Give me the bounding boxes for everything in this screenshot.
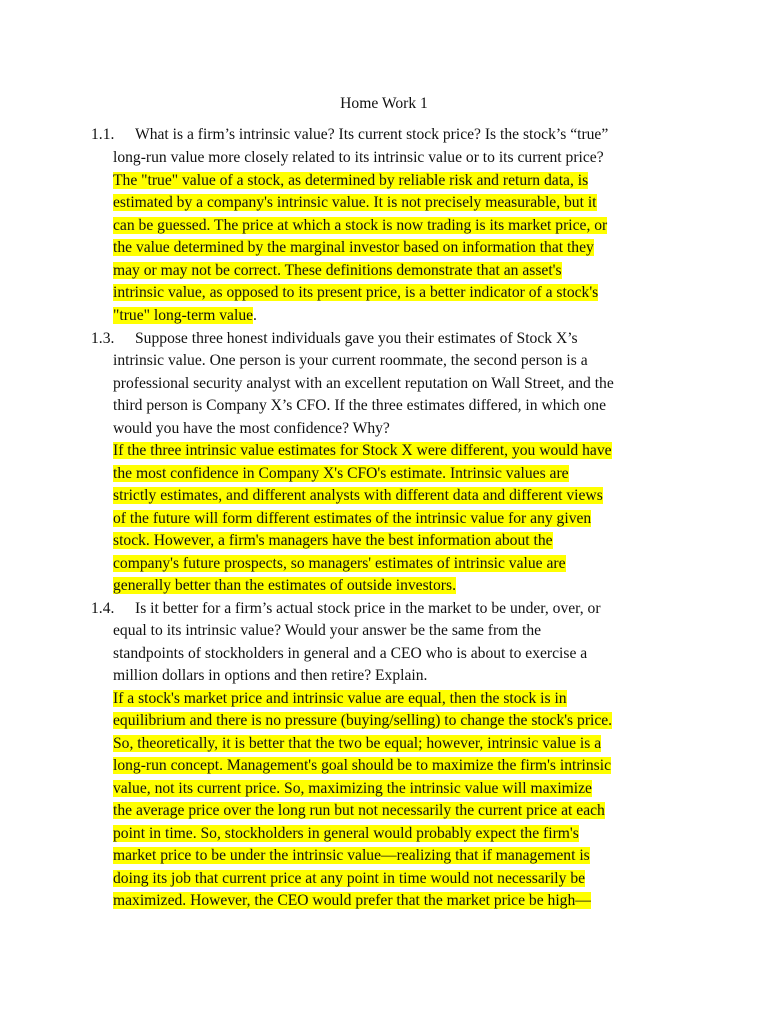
answer-line: [113, 733, 601, 756]
answer-line: [113, 845, 590, 868]
question-text-line: What is a firm’s intrinsic value? Its current stock price? Is the stock’s “true”: [135, 126, 609, 143]
answer-line: [113, 890, 591, 913]
answer-line: [113, 485, 603, 508]
question-number: 1.4.: [91, 600, 115, 617]
highlighted-answer-text: So, theoretically, it is better that the two be equal; however, intrinsic value is a: [113, 735, 602, 752]
highlighted-answer-text: may or may not be correct. These definitions demonstrate that an asset's: [113, 262, 562, 279]
question-number: 1.3.: [91, 330, 115, 347]
highlighted-answer-text: "true" long-term value: [113, 307, 254, 324]
answer-line: [113, 778, 592, 801]
highlighted-answer-text: generally better than the estimates of outside investors.: [113, 577, 456, 594]
highlighted-answer-text: the average price over the long run but not necessarily the current price at each: [113, 802, 605, 819]
answer-line: [113, 282, 598, 305]
highlighted-answer-text: The "true" value of a stock, as determined by reliable risk and return data, is: [113, 172, 589, 189]
highlighted-answer-text: stock. However, a firm's managers have the best information about the: [113, 532, 553, 549]
highlighted-answer-text: intrinsic value, as opposed to its present price, is a better indicator of a stock's: [113, 284, 599, 301]
question-text-line: Is it better for a firm’s actual stock price in the market to be under, over, or: [135, 600, 601, 617]
answer-line: [113, 440, 612, 463]
question-text-line: would you have the most confidence? Why?: [113, 420, 390, 437]
answer-line: [113, 868, 585, 891]
answer-line: [113, 553, 566, 576]
answer-line: [113, 215, 607, 238]
answer-line: [113, 575, 456, 598]
answer-line: [113, 688, 567, 711]
highlighted-answer-text: the most confidence in Company X's CFO's estimate. Intrinsic values are: [113, 465, 569, 482]
question-text-line: standpoints of stockholders in general and a CEO who is about to exercise a: [113, 645, 588, 662]
question-text-line: Suppose three honest individuals gave you their estimates of Stock X’s: [135, 330, 578, 347]
question-text-line: long-run value more closely related to its intrinsic value or to its current price?: [113, 149, 604, 166]
highlighted-answer-text: strictly estimates, and different analysts with different data and different views: [113, 487, 603, 504]
answer-line: [113, 170, 588, 193]
highlighted-answer-text: maximized. However, the CEO would prefer that the market price be high—: [113, 892, 591, 909]
highlighted-answer-text: If the three intrinsic value estimates for Stock X were different, you would have: [113, 442, 612, 459]
highlighted-answer-text: long-run concept. Management's goal should be to maximize the firm's intrinsic: [113, 757, 612, 774]
highlighted-answer-text: value, not its current price. So, maximizing the intrinsic value will maximize: [113, 780, 592, 797]
answer-line: [113, 237, 594, 260]
highlighted-answer-text: doing its job that current price at any point in time would not necessarily be: [113, 870, 586, 887]
question-text-line: intrinsic value. One person is your current roommate, the second person is a: [113, 352, 588, 369]
answer-line: [113, 508, 591, 531]
highlighted-answer-text: point in time. So, stockholders in general would probably expect the firm's: [113, 825, 579, 842]
highlighted-answer-text: company's future prospects, so managers' estimates of intrinsic value are: [113, 555, 566, 572]
answer-tail: .: [253, 307, 257, 324]
page-title: Home Work 1: [340, 95, 428, 112]
answer-line: [113, 305, 257, 328]
highlighted-answer-text: the value determined by the marginal investor based on information that they: [113, 239, 594, 256]
answer-line: [113, 192, 597, 215]
highlighted-answer-text: can be guessed. The price at which a stock is now trading is its market price, or: [113, 217, 608, 234]
answer-line: [113, 260, 562, 283]
answer-line: [113, 463, 569, 486]
highlighted-answer-text: market price to be under the intrinsic value—realizing that if management is: [113, 847, 590, 864]
answer-line: [113, 530, 553, 553]
question-text-line: million dollars in options and then retire? Explain.: [113, 667, 428, 684]
highlighted-answer-text: estimated by a company's intrinsic value. It is not precisely measurable, but it: [113, 194, 597, 211]
question-number: 1.1.: [91, 126, 115, 143]
answer-line: [113, 823, 579, 846]
question-text-line: equal to its intrinsic value? Would your answer be the same from the: [113, 622, 542, 639]
highlighted-answer-text: If a stock's market price and intrinsic value are equal, then the stock is in: [113, 690, 567, 707]
highlighted-answer-text: of the future will form different estimates of the intrinsic value for any given: [113, 510, 592, 527]
answer-line: [113, 755, 611, 778]
highlighted-answer-text: equilibrium and there is no pressure (buying/selling) to change the stock's price.: [113, 712, 613, 729]
question-text-line: professional security analyst with an excellent reputation on Wall Street, and the: [113, 375, 614, 392]
answer-line: [113, 710, 612, 733]
answer-line: [113, 800, 605, 823]
question-text-line: third person is Company X’s CFO. If the three estimates differed, in which one: [113, 397, 606, 414]
